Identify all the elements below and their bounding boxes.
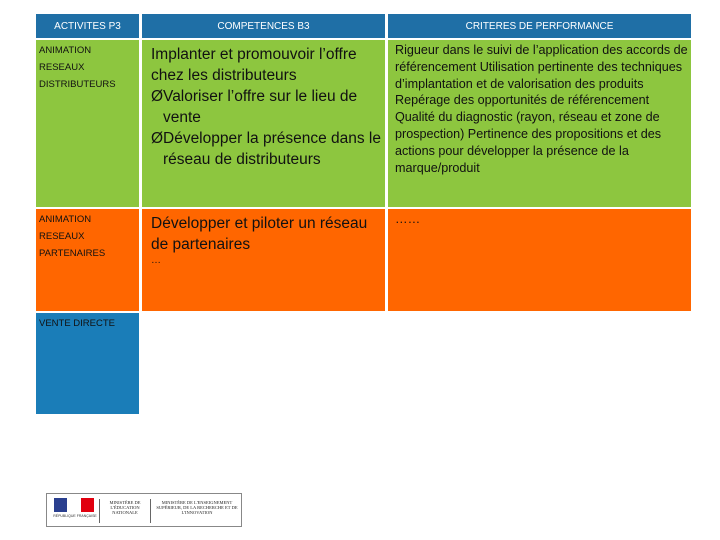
row1-activite-line2: RESEAUX [39, 62, 85, 73]
row2-activite [36, 209, 139, 311]
header-criteres-label: CRITERES DE PERFORMANCE [465, 20, 614, 32]
row2-activite-line1: ANIMATION [39, 214, 92, 225]
logo-divider-2 [150, 499, 151, 523]
row1-criteres-text: Rigueur dans le suivi de l’application des accords de référencement Utilisation pertinente des techniques d’implantation et de valorisation des produits Repérage des opportunités de référencement Qualité du diagnostic (rayon, réseau et zone de prospection) Pertinence des propositions et des actions pour développer la présence de la marque/produit [395, 43, 688, 175]
row1-competence-bullet-2 [151, 128, 381, 170]
row1-activite [36, 40, 139, 207]
row2-activite-line2: RESEAUX [39, 231, 85, 242]
row3-activite-line1: VENTE DIRECTE [39, 318, 116, 329]
bullet-arrow-icon: Ø [151, 88, 164, 105]
ministry-logo [46, 493, 242, 527]
row2-criteres-text: …… [395, 212, 421, 226]
republique-caption: RÉPUBLIQUE FRANÇAISE [53, 514, 97, 518]
ministry-1-label: MINISTÈRE DE L'ÉDUCATION NATIONALE [109, 500, 141, 516]
row1-competence-bullet-2-text: Développer la présence dans le réseau de distributeurs [163, 130, 381, 168]
row2-competence-extra: … [151, 255, 161, 266]
row1-competence-bullet-1-text: Valoriser l’offre sur le lieu de vente [163, 88, 358, 126]
ministry-2-label: MINISTÈRE DE L'ENSEIGNEMENT SUPÉRIEUR, DE LA RECHERCHE ET DE L'INNOVATION [156, 500, 238, 516]
header-competences [142, 14, 385, 38]
row1-competence-intro: Implanter et promouvoir l’offre chez les distributeurs [151, 46, 357, 84]
logo-divider-1 [99, 499, 100, 523]
bullet-arrow-icon: Ø [151, 130, 164, 147]
row1-criteres [388, 40, 691, 207]
row2-competence [142, 209, 385, 311]
row2-competence-text: Développer et piloter un réseau de partenaires [151, 215, 368, 253]
header-activites [36, 14, 139, 38]
header-criteres [388, 14, 691, 38]
row2-criteres [388, 209, 691, 311]
row1-activite-line1: ANIMATION [39, 45, 92, 56]
marianne-flag-icon [54, 498, 94, 512]
row2-activite-line3: PARTENAIRES [39, 248, 106, 259]
row1-competence [142, 40, 385, 207]
header-competences-label: COMPETENCES B3 [217, 20, 310, 32]
row1-activite-line3: DISTRIBUTEURS [39, 79, 116, 90]
row1-competence-bullet-1 [151, 86, 381, 128]
row3-activite [36, 313, 139, 414]
header-activites-label: ACTIVITES P3 [54, 20, 121, 32]
